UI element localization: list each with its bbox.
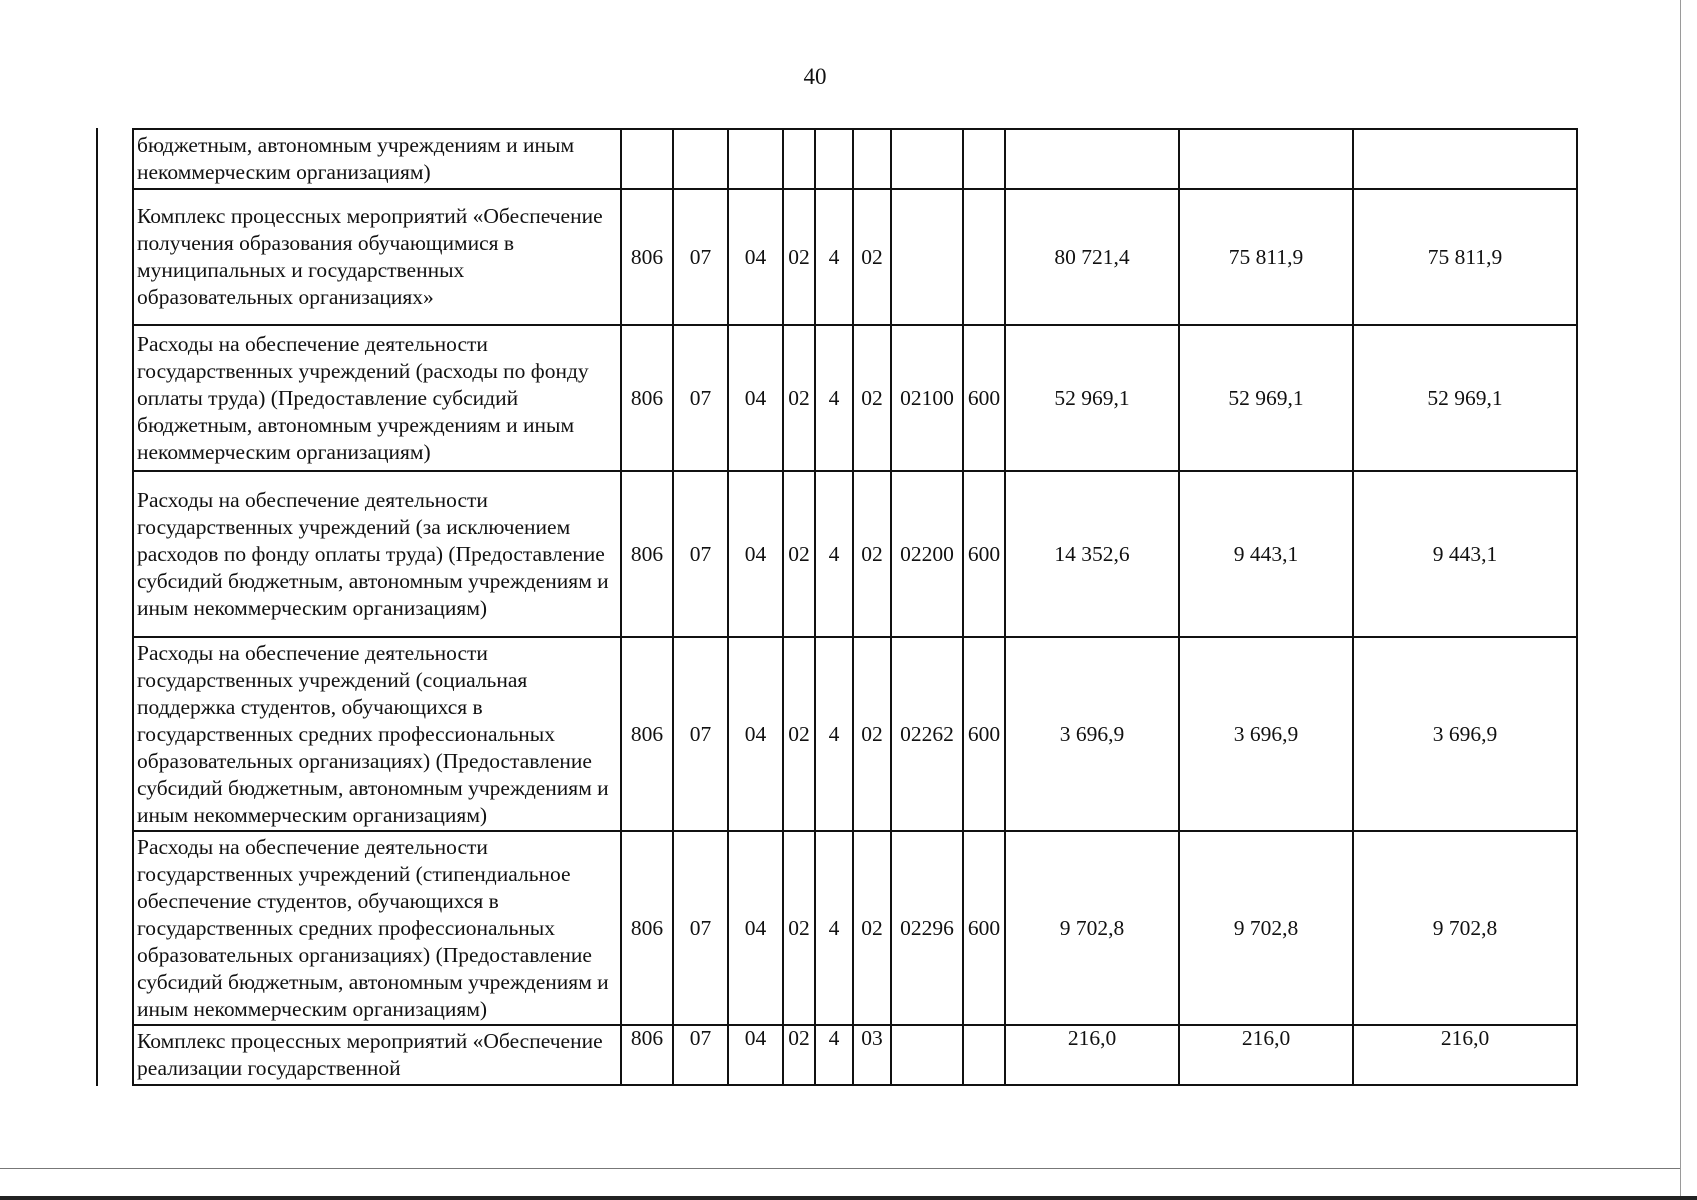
code-direction-cell: [891, 189, 963, 325]
code-expense-type-cell: 600: [963, 637, 1005, 831]
table-row: [97, 325, 1577, 471]
code-expense-type-cell: [963, 129, 1005, 189]
code-section-cell: 07: [673, 637, 728, 831]
amount-year3-cell: 9 702,8: [1353, 831, 1577, 1025]
code-direction-cell: 02296: [891, 831, 963, 1025]
amount-year1-cell: 3 696,9: [1005, 637, 1179, 831]
code-expense-type-cell: 600: [963, 831, 1005, 1025]
row-index-cell: [97, 1025, 133, 1085]
amount-year1-cell: 14 352,6: [1005, 471, 1179, 637]
amount-year3-cell: 9 443,1: [1353, 471, 1577, 637]
code-complex-cell: 02: [853, 637, 891, 831]
code-type-cell: 4: [815, 471, 853, 637]
row-name-cell: Расходы на обеспечение деятельности государственных учреждений (расходы по фонду оплаты труда) (Предоставление субсидий бюджетным, автономным учреждениям и иным некоммерческим организациям): [133, 325, 621, 471]
amount-year2-cell: 9 443,1: [1179, 471, 1353, 637]
code-section-cell: [673, 129, 728, 189]
code-direction-cell: 02200: [891, 471, 963, 637]
code-type-cell: 4: [815, 189, 853, 325]
code-expense-type-cell: 600: [963, 471, 1005, 637]
code-subsection-cell: 04: [728, 325, 783, 471]
code-subsection-cell: 04: [728, 831, 783, 1025]
amount-year2-cell: [1179, 129, 1353, 189]
code-program-cell: 02: [783, 189, 815, 325]
amount-year1-cell: 9 702,8: [1005, 831, 1179, 1025]
code-expense-type-cell: [963, 189, 1005, 325]
table-row: [97, 1025, 1577, 1085]
code-section-cell: 07: [673, 1025, 728, 1085]
row-index-cell: [97, 831, 133, 1025]
code-section-cell: 07: [673, 471, 728, 637]
amount-year3-cell: 216,0: [1353, 1025, 1577, 1085]
amount-year3-cell: 75 811,9: [1353, 189, 1577, 325]
row-name-cell: Расходы на обеспечение деятельности государственных учреждений (за исключением расходов по фонду оплаты труда) (Предоставление субсидий бюджетным, автономным учреждениям и иным некоммерческим организациям): [133, 471, 621, 637]
code-complex-cell: 02: [853, 831, 891, 1025]
code-subsection-cell: 04: [728, 1025, 783, 1085]
amount-year1-cell: [1005, 129, 1179, 189]
scan-bottom-bar: [0, 1196, 1697, 1200]
code-complex-cell: 03: [853, 1025, 891, 1085]
code-direction-cell: [891, 129, 963, 189]
amount-year2-cell: 52 969,1: [1179, 325, 1353, 471]
code-admin-cell: 806: [621, 471, 673, 637]
code-program-cell: 02: [783, 637, 815, 831]
code-type-cell: [815, 129, 853, 189]
code-expense-type-cell: 600: [963, 325, 1005, 471]
code-type-cell: 4: [815, 1025, 853, 1085]
amount-year2-cell: 3 696,9: [1179, 637, 1353, 831]
amount-year2-cell: 9 702,8: [1179, 831, 1353, 1025]
code-admin-cell: 806: [621, 189, 673, 325]
page-number: 40: [803, 64, 827, 89]
table-row: [97, 129, 1577, 189]
code-complex-cell: 02: [853, 471, 891, 637]
code-admin-cell: 806: [621, 1025, 673, 1085]
row-index-cell: [97, 189, 133, 325]
code-direction-cell: 02262: [891, 637, 963, 831]
code-complex-cell: [853, 129, 891, 189]
table-row: [97, 637, 1577, 831]
amount-year1-cell: 80 721,4: [1005, 189, 1179, 325]
scan-bottom-rule: [0, 1168, 1680, 1169]
code-section-cell: 07: [673, 325, 728, 471]
row-name-cell: Расходы на обеспечение деятельности государственных учреждений (социальная поддержка студентов, обучающихся в государственных средних профессиональных образовательных организациях) (Предоставление субсидий бюджетным, автономным учреждениям и иным некоммерческим организациям): [133, 637, 621, 831]
row-name-cell: Комплекс процессных мероприятий «Обеспечение получения образования обучающимися в муниципальных и государственных образовательных организациях»: [133, 189, 621, 325]
code-complex-cell: 02: [853, 189, 891, 325]
code-subsection-cell: [728, 129, 783, 189]
budget-table: [96, 128, 1578, 1086]
code-type-cell: 4: [815, 637, 853, 831]
code-expense-type-cell: [963, 1025, 1005, 1085]
table-row: [97, 189, 1577, 325]
code-admin-cell: 806: [621, 637, 673, 831]
row-index-cell: [97, 129, 133, 189]
code-program-cell: 02: [783, 831, 815, 1025]
amount-year2-cell: 216,0: [1179, 1025, 1353, 1085]
code-admin-cell: [621, 129, 673, 189]
amount-year3-cell: [1353, 129, 1577, 189]
code-admin-cell: 806: [621, 831, 673, 1025]
scan-edge-line: [1680, 0, 1681, 1200]
code-program-cell: 02: [783, 325, 815, 471]
amount-year2-cell: 75 811,9: [1179, 189, 1353, 325]
code-complex-cell: 02: [853, 325, 891, 471]
amount-year3-cell: 52 969,1: [1353, 325, 1577, 471]
code-subsection-cell: 04: [728, 471, 783, 637]
code-section-cell: 07: [673, 831, 728, 1025]
table-row: [97, 831, 1577, 1025]
code-subsection-cell: 04: [728, 637, 783, 831]
code-section-cell: 07: [673, 189, 728, 325]
code-admin-cell: 806: [621, 325, 673, 471]
code-direction-cell: 02100: [891, 325, 963, 471]
row-name-cell: бюджетным, автономным учреждениям и иным некоммерческим организациям): [133, 129, 621, 189]
code-program-cell: 02: [783, 1025, 815, 1085]
code-program-cell: [783, 129, 815, 189]
row-index-cell: [97, 325, 133, 471]
amount-year3-cell: 3 696,9: [1353, 637, 1577, 831]
row-index-cell: [97, 471, 133, 637]
code-direction-cell: [891, 1025, 963, 1085]
code-type-cell: 4: [815, 325, 853, 471]
row-name-cell: Расходы на обеспечение деятельности государственных учреждений (стипендиальное обеспечение студентов, обучающихся в государственных средних профессиональных образовательных организациях) (Предоставление субсидий бюджетным, автономным учреждениям и иным некоммерческим организациям): [133, 831, 621, 1025]
table-row: [97, 471, 1577, 637]
code-program-cell: 02: [783, 471, 815, 637]
row-index-cell: [97, 637, 133, 831]
amount-year1-cell: 52 969,1: [1005, 325, 1179, 471]
code-subsection-cell: 04: [728, 189, 783, 325]
code-type-cell: 4: [815, 831, 853, 1025]
amount-year1-cell: 216,0: [1005, 1025, 1179, 1085]
row-name-cell: Комплекс процессных мероприятий «Обеспечение реализации государственной: [133, 1025, 621, 1085]
